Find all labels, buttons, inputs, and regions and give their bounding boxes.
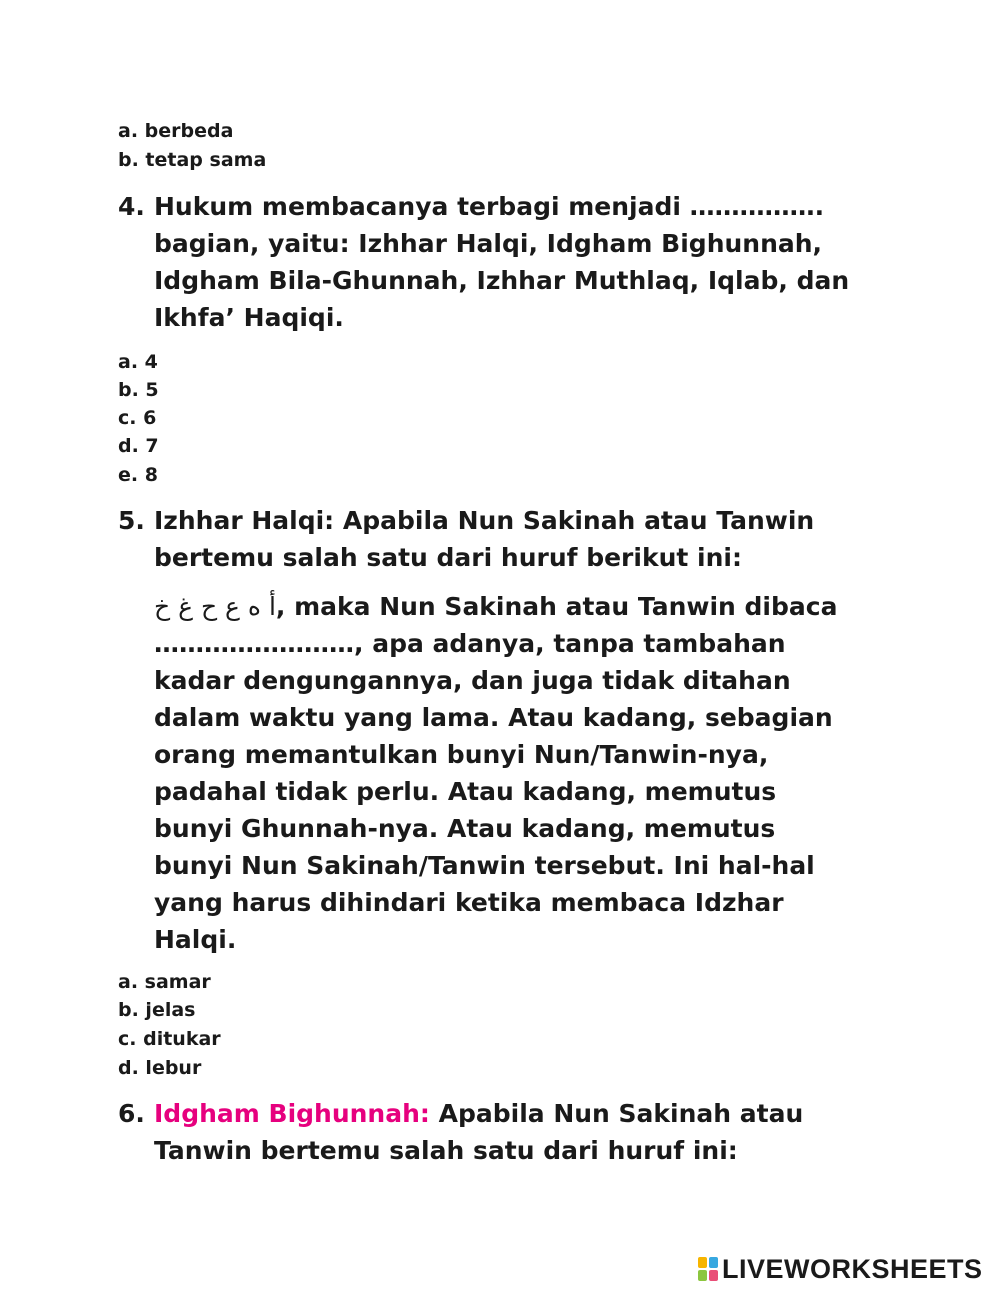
- question-5-line: bunyi Nun Sakinah/Tanwin tersebut. Ini hal-hal: [154, 851, 815, 880]
- question-5-line: Izhhar Halqi: Apabila Nun Sakinah atau Tanwin: [154, 506, 815, 535]
- question-5-line: dalam waktu yang lama. Atau kadang, sebagian: [154, 703, 833, 732]
- question-6-line: Tanwin bertemu salah satu dari huruf ini:: [154, 1136, 738, 1165]
- q4-option-a[interactable]: a. 4: [118, 351, 158, 373]
- question-6-highlight: Idgham Bighunnah:: [154, 1099, 430, 1128]
- question-4-line: Hukum membacanya terbagi menjadi …………….: [154, 192, 825, 221]
- arabic-letters: أ ه ع ح غ خ: [154, 592, 276, 621]
- question-5-arabic-line: [154, 588, 878, 625]
- q4-option-e[interactable]: e. 8: [118, 464, 158, 486]
- q3-option-a[interactable]: a. berbeda: [118, 120, 234, 142]
- question-5-line: kadar dengungannya, dan juga tidak ditahan: [154, 666, 791, 695]
- q5-option-d[interactable]: d. lebur: [118, 1057, 202, 1079]
- q5-option-c[interactable]: c. ditukar: [118, 1028, 221, 1050]
- q4-option-c[interactable]: c. 6: [118, 407, 157, 429]
- logo-mark-icon: [698, 1257, 718, 1281]
- question-4-line: Idgham Bila-Ghunnah, Izhhar Muthlaq, Iqlab, dan: [154, 266, 850, 295]
- question-6-line: [154, 1095, 878, 1132]
- question-6-number: 6.: [118, 1099, 145, 1128]
- question-5-line: padahal tidak perlu. Atau kadang, memutus: [154, 777, 777, 806]
- question-5: [118, 502, 878, 576]
- q4-option-d[interactable]: d. 7: [118, 435, 159, 457]
- question-4-number: 4.: [118, 192, 145, 221]
- question-5-line: yang harus dihindari ketika membaca Idzhar: [154, 888, 784, 917]
- question-4-line: bagian, yaitu: Izhhar Halqi, Idgham Bighunnah,: [154, 229, 823, 258]
- q3-option-b[interactable]: b. tetap sama: [118, 149, 267, 171]
- question-4-line: Ikhfa’ Haqiqi.: [154, 303, 344, 332]
- question-5-line: bunyi Ghunnah-nya. Atau kadang, memutus: [154, 814, 776, 843]
- q5-option-b[interactable]: b. jelas: [118, 999, 196, 1021]
- question-5-line: bertemu salah satu dari huruf berikut ini:: [154, 543, 742, 572]
- question-6-text: Apabila Nun Sakinah atau: [429, 1099, 804, 1128]
- question-5-number: 5.: [118, 506, 145, 535]
- question-5-line: ……………………, apa adanya, tanpa tambahan: [154, 629, 786, 658]
- question-5-continued: [118, 588, 878, 958]
- q4-option-b[interactable]: b. 5: [118, 379, 159, 401]
- question-5-line: orang memantulkan bunyi Nun/Tanwin-nya,: [154, 740, 769, 769]
- question-4: [118, 188, 878, 336]
- question-5-text: , maka Nun Sakinah atau Tanwin dibaca: [275, 592, 838, 621]
- liveworksheets-logo: [698, 1254, 983, 1284]
- question-6: [118, 1095, 878, 1169]
- question-5-line: Halqi.: [154, 925, 237, 954]
- logo-text: LIVEWORKSHEETS: [722, 1253, 983, 1284]
- q5-option-a[interactable]: a. samar: [118, 971, 211, 993]
